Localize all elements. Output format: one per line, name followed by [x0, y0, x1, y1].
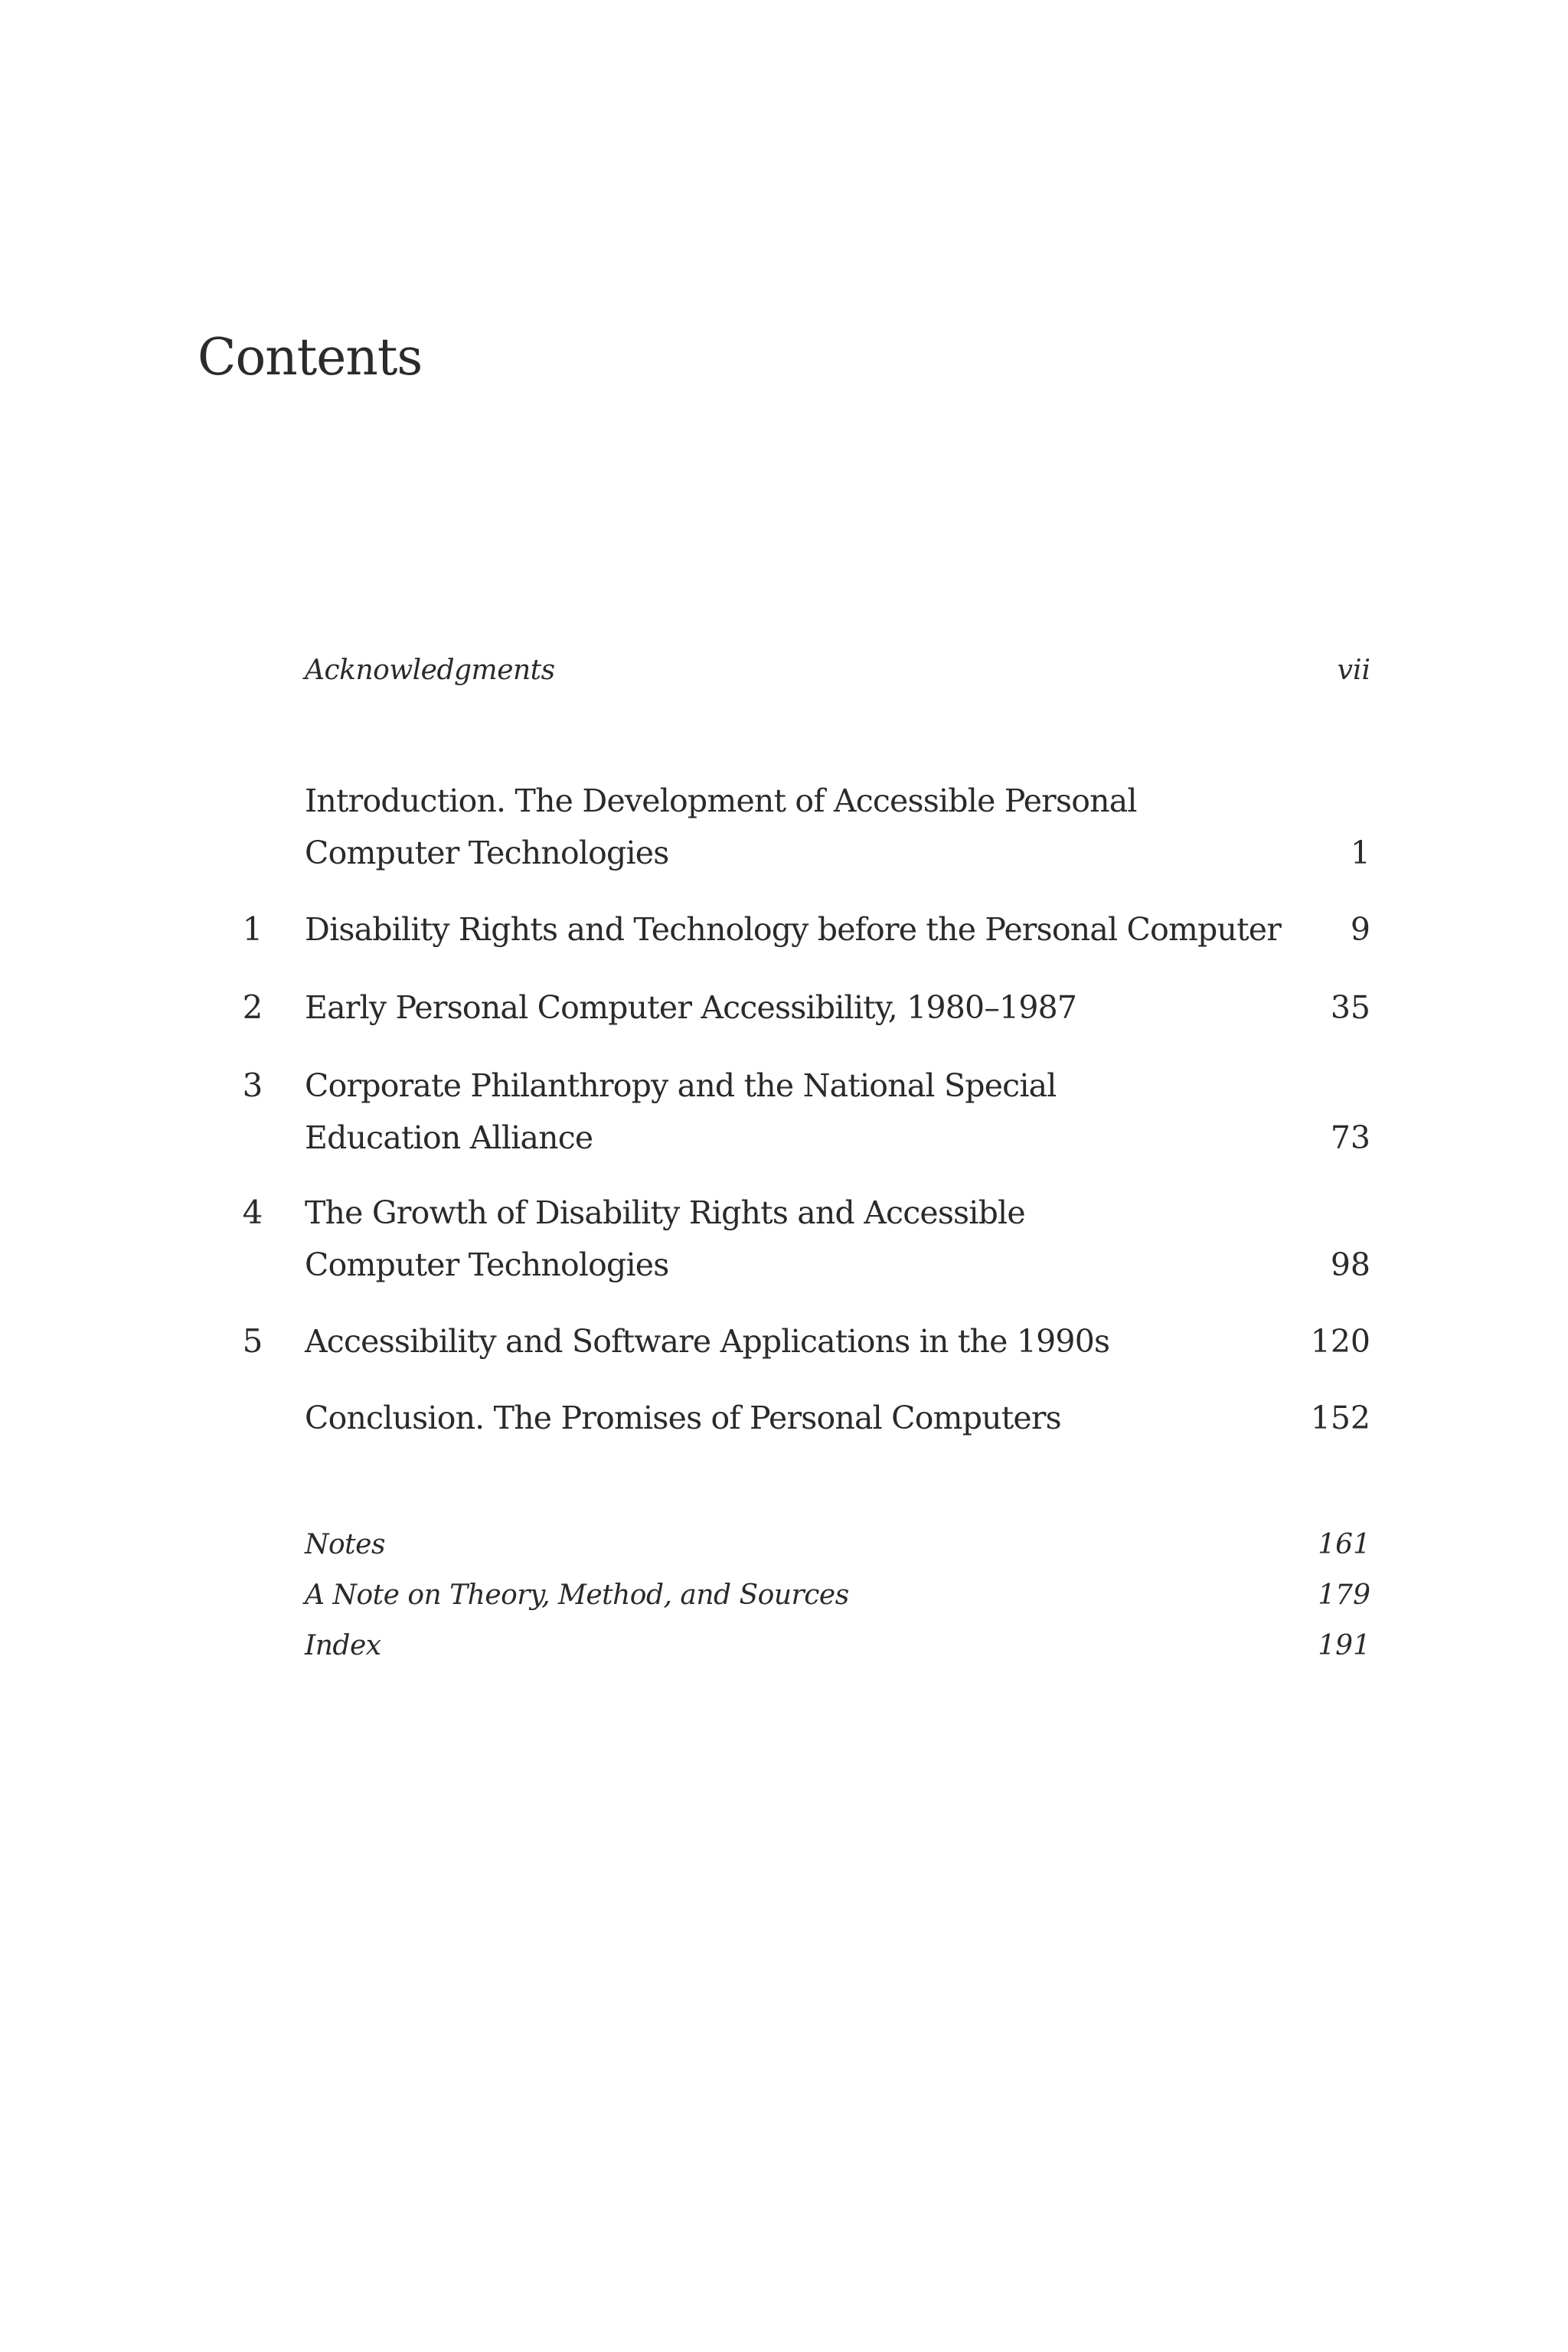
toc-entry-page: 120	[1310, 1323, 1370, 1360]
toc-entry-page: 35	[1330, 989, 1370, 1026]
toc-entry-title: Accessibility and Software Applications in the 1990s	[305, 1323, 1110, 1360]
toc-entry-page: 161	[1318, 1529, 1370, 1560]
toc-entry-title: Corporate Philanthropy and the National Special Education Alliance	[305, 1067, 1057, 1156]
toc-entry-page: 179	[1318, 1579, 1370, 1611]
page-title: Contents	[198, 328, 423, 387]
toc-entry-title: Early Personal Computer Accessibility, 1980–1987	[305, 989, 1077, 1026]
toc-entry-title: A Note on Theory, Method, and Sources	[305, 1579, 849, 1611]
toc-entry-title: The Growth of Disability Rights and Accessible Computer Technologies	[305, 1194, 1025, 1283]
toc-entry-title: Index	[305, 1630, 381, 1661]
toc-entry-title: Introduction. The Development of Accessible Personal Computer Technologies	[305, 782, 1137, 871]
chapter-number: 1	[242, 910, 263, 948]
chapter-number: 2	[242, 988, 263, 1026]
toc-entry-page: 152	[1310, 1400, 1370, 1436]
toc-entry-page: 9	[1350, 911, 1370, 948]
toc-entry-page: 73	[1330, 1119, 1370, 1156]
toc-entry-page: 191	[1318, 1630, 1370, 1661]
toc-entry-title: Notes	[305, 1529, 385, 1560]
toc-entry-title: Acknowledgments	[305, 655, 555, 686]
toc-entry-title: Conclusion. The Promises of Personal Computers	[305, 1400, 1061, 1436]
chapter-number: 4	[242, 1194, 263, 1231]
chapter-number: 3	[242, 1067, 263, 1104]
toc-entry-title: Disability Rights and Technology before the Personal Computer	[305, 911, 1282, 948]
toc-entry-page: vii	[1337, 655, 1370, 686]
chapter-number: 5	[242, 1322, 263, 1360]
toc-entry-page: 98	[1330, 1246, 1370, 1283]
toc-entry-page: 1	[1350, 835, 1370, 871]
